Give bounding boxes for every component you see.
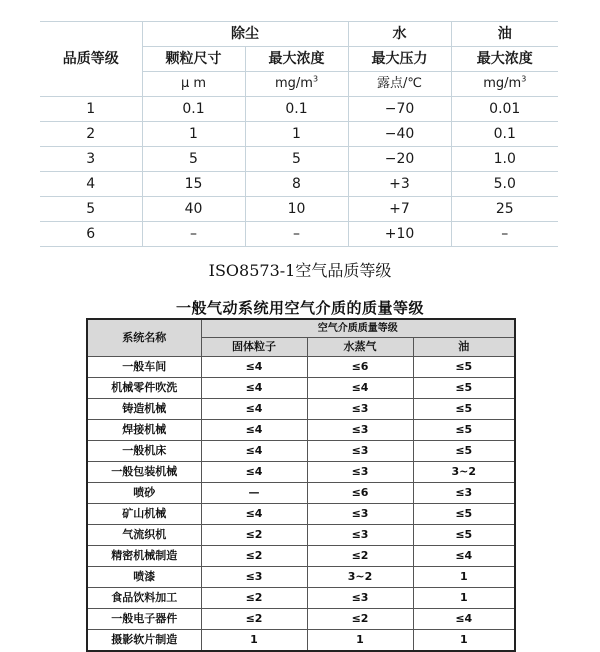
cell-system-name: 一般机床 <box>87 441 201 462</box>
unit-mg-per-m3 <box>245 72 348 97</box>
pneumatic-quality-table <box>86 318 516 652</box>
header-water-vapor: 水蒸气 <box>307 338 413 357</box>
header-max-pressure: 最大压力 <box>348 47 451 72</box>
quality-row <box>40 172 558 197</box>
cell-water-vapor: ≤3 <box>307 441 413 462</box>
cell-dew-point: +3 <box>348 172 451 197</box>
cell-solid-particles: ≤4 <box>201 378 307 399</box>
system-row <box>87 546 515 567</box>
iso-caption: ISO8573-1空气品质等级 <box>208 261 392 280</box>
cell-system-name: 一般车间 <box>87 357 201 378</box>
cell-system-name: 矿山机械 <box>87 504 201 525</box>
cell-oil-concentration: 1.0 <box>451 147 558 172</box>
cell-solid-particles: ≤2 <box>201 609 307 630</box>
header-oil: 油 <box>451 22 558 47</box>
cell-grade: 2 <box>40 122 142 147</box>
cell-system-name: 喷漆 <box>87 567 201 588</box>
cell-concentration: – <box>245 222 348 247</box>
cell-water-vapor: ≤3 <box>307 420 413 441</box>
cell-system-name: 食品饮料加工 <box>87 588 201 609</box>
unit-micrometer: μ m <box>142 72 245 97</box>
header-solid-particles: 固体粒子 <box>201 338 307 357</box>
header-oil-max-concentration: 最大浓度 <box>451 47 558 72</box>
cell-particle-size: – <box>142 222 245 247</box>
cell-oil-grade: ≤4 <box>413 546 515 567</box>
cell-concentration: 10 <box>245 197 348 222</box>
unit-oil-mg-per-m3 <box>451 72 558 97</box>
cell-solid-particles: ≤2 <box>201 546 307 567</box>
system-row <box>87 357 515 378</box>
cell-particle-size: 40 <box>142 197 245 222</box>
cell-water-vapor: ≤3 <box>307 462 413 483</box>
header-system-name: 系统名称 <box>87 319 201 357</box>
cell-oil-concentration: – <box>451 222 558 247</box>
cell-water-vapor: ≤2 <box>307 609 413 630</box>
cell-oil-grade: 1 <box>413 630 515 652</box>
unit-oil-mg-per-m3-text: mg/m <box>483 76 522 91</box>
cell-dew-point: −20 <box>348 147 451 172</box>
cell-water-vapor: ≤4 <box>307 378 413 399</box>
cell-concentration: 1 <box>245 122 348 147</box>
system-row <box>87 588 515 609</box>
cell-solid-particles: ≤3 <box>201 567 307 588</box>
cell-solid-particles: ≤4 <box>201 420 307 441</box>
cell-oil-grade: ≤4 <box>413 609 515 630</box>
cell-concentration: 5 <box>245 147 348 172</box>
cell-grade: 5 <box>40 197 142 222</box>
quality-row <box>40 147 558 172</box>
header-max-concentration: 最大浓度 <box>245 47 348 72</box>
cell-water-vapor: ≤3 <box>307 399 413 420</box>
header-particle-size: 颗粒尺寸 <box>142 47 245 72</box>
unit-oil-superscript: 3 <box>521 74 527 84</box>
cell-dew-point: +7 <box>348 197 451 222</box>
system-row <box>87 462 515 483</box>
cell-oil-grade: ≤5 <box>413 504 515 525</box>
cell-solid-particles: ≤4 <box>201 399 307 420</box>
cell-oil-grade: ≤5 <box>413 420 515 441</box>
cell-system-name: 焊接机械 <box>87 420 201 441</box>
cell-solid-particles: ≤4 <box>201 504 307 525</box>
cell-solid-particles: ≤2 <box>201 525 307 546</box>
cell-solid-particles: — <box>201 483 307 504</box>
unit-superscript: 3 <box>312 74 319 84</box>
quality-row <box>40 122 558 147</box>
cell-dew-point: −70 <box>348 97 451 122</box>
cell-system-name: 铸造机械 <box>87 399 201 420</box>
cell-water-vapor: ≤6 <box>307 483 413 504</box>
system-row <box>87 399 515 420</box>
system-row <box>87 567 515 588</box>
iso-quality-table <box>40 21 558 247</box>
cell-grade: 4 <box>40 172 142 197</box>
cell-oil-grade: 1 <box>413 588 515 609</box>
cell-solid-particles: ≤4 <box>201 441 307 462</box>
cell-water-vapor: ≤3 <box>307 588 413 609</box>
quality-row <box>40 97 558 122</box>
system-row <box>87 441 515 462</box>
cell-system-name: 喷砂 <box>87 483 201 504</box>
cell-concentration: 8 <box>245 172 348 197</box>
cell-concentration: 0.1 <box>245 97 348 122</box>
cell-water-vapor: ≤2 <box>307 546 413 567</box>
cell-water-vapor: 1 <box>307 630 413 652</box>
cell-oil-grade: ≤3 <box>413 483 515 504</box>
cell-dew-point: −40 <box>348 122 451 147</box>
cell-grade: 1 <box>40 97 142 122</box>
cell-solid-particles: ≤4 <box>201 462 307 483</box>
system-row <box>87 378 515 399</box>
system-row <box>87 630 515 652</box>
cell-particle-size: 15 <box>142 172 245 197</box>
cell-oil-grade: ≤5 <box>413 399 515 420</box>
cell-oil-concentration: 25 <box>451 197 558 222</box>
header-water: 水 <box>348 22 451 47</box>
cell-grade: 3 <box>40 147 142 172</box>
system-row <box>87 609 515 630</box>
cell-system-name: 一般包装机械 <box>87 462 201 483</box>
cell-oil-concentration: 0.01 <box>451 97 558 122</box>
cell-solid-particles: ≤4 <box>201 357 307 378</box>
cell-oil-grade: ≤5 <box>413 378 515 399</box>
cell-grade: 6 <box>40 222 142 247</box>
cell-particle-size: 5 <box>142 147 245 172</box>
cell-system-name: 精密机械制造 <box>87 546 201 567</box>
cell-system-name: 气流织机 <box>87 525 201 546</box>
cell-particle-size: 0.1 <box>142 97 245 122</box>
header-oil-t2: 油 <box>413 338 515 357</box>
cell-oil-grade: ≤5 <box>413 357 515 378</box>
cell-oil-grade: 1 <box>413 567 515 588</box>
system-row <box>87 420 515 441</box>
cell-oil-grade: ≤5 <box>413 441 515 462</box>
unit-dew-point: 露点/℃ <box>348 72 451 97</box>
system-row <box>87 483 515 504</box>
cell-oil-grade: ≤5 <box>413 525 515 546</box>
pneumatic-caption: 一般气动系统用空气介质的质量等级 <box>175 299 424 317</box>
header-dust: 除尘 <box>142 22 348 47</box>
system-row <box>87 525 515 546</box>
quality-row <box>40 222 558 247</box>
cell-system-name: 机械零件吹洗 <box>87 378 201 399</box>
cell-oil-concentration: 5.0 <box>451 172 558 197</box>
quality-row <box>40 197 558 222</box>
cell-system-name: 摄影软片制造 <box>87 630 201 652</box>
cell-water-vapor: ≤3 <box>307 504 413 525</box>
header-air-quality-grade: 空气介质质量等级 <box>201 319 515 338</box>
cell-oil-grade: 3~2 <box>413 462 515 483</box>
cell-oil-concentration: 0.1 <box>451 122 558 147</box>
cell-solid-particles: 1 <box>201 630 307 652</box>
cell-system-name: 一般电子器件 <box>87 609 201 630</box>
cell-dew-point: +10 <box>348 222 451 247</box>
cell-water-vapor: ≤6 <box>307 357 413 378</box>
system-row <box>87 504 515 525</box>
cell-water-vapor: ≤3 <box>307 525 413 546</box>
cell-particle-size: 1 <box>142 122 245 147</box>
cell-solid-particles: ≤2 <box>201 588 307 609</box>
cell-water-vapor: 3~2 <box>307 567 413 588</box>
unit-mg-per-m3-text: mg/m <box>274 76 313 91</box>
header-grade: 品质等级 <box>40 22 142 97</box>
